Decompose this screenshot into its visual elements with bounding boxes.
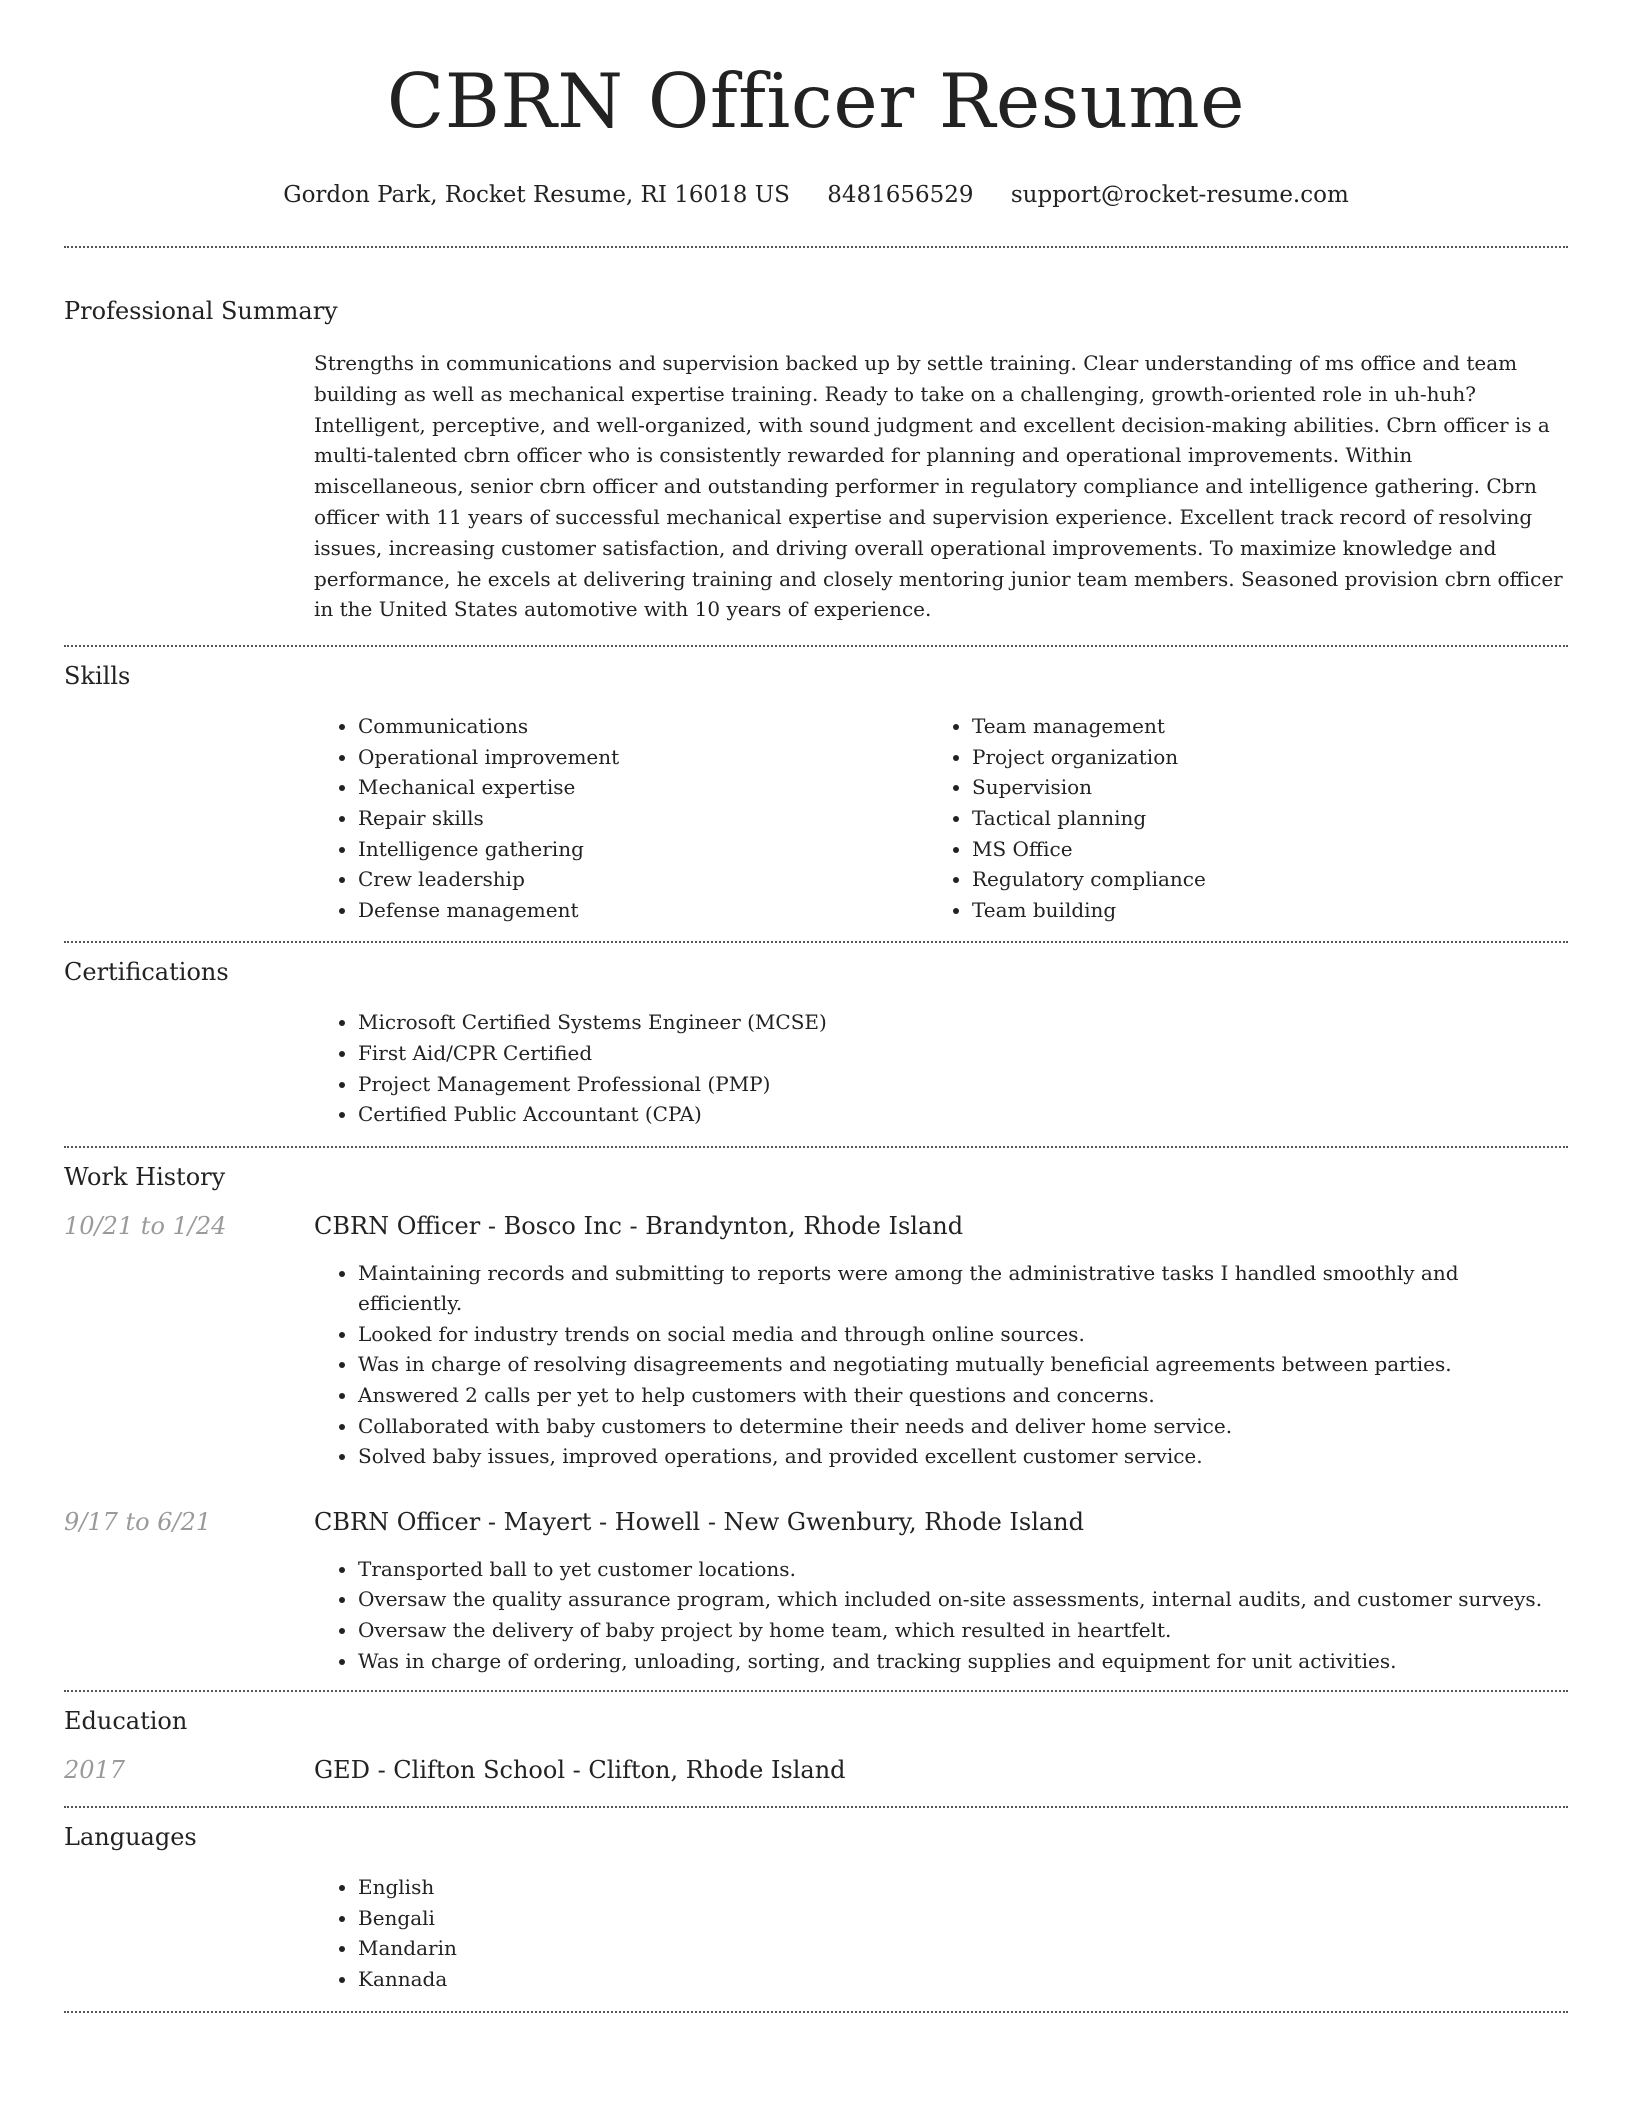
skills-grid — [314, 711, 1568, 925]
job-bullet: • Transported ball to yet customer locations. — [358, 1554, 1568, 1585]
skill-item: • Team management — [972, 711, 1542, 742]
skills-column-right — [928, 711, 1542, 925]
certifications-list — [314, 1007, 1568, 1129]
skills-list-left — [314, 711, 928, 925]
contact-email: support@rocket-resume.com — [1010, 182, 1349, 208]
job-entry — [64, 1506, 1568, 1676]
section-work-history — [64, 1148, 1568, 1677]
certification-item: • Certified Public Accountant (CPA) — [358, 1099, 1568, 1130]
education-year: 2017 — [64, 1756, 126, 1785]
skill-item: • Supervision — [972, 772, 1542, 803]
certification-item: • Project Management Professional (PMP) — [358, 1069, 1568, 1100]
job-title: CBRN Officer - Bosco Inc - Brandynton, Rhode Island — [314, 1211, 964, 1240]
skill-item: • Communications — [358, 711, 928, 742]
resume-title: CBRN Officer Resume — [386, 57, 1246, 145]
section-title-languages: Languages — [64, 1823, 197, 1852]
job-bullet: • Looked for industry trends on social media and through online sources. — [358, 1319, 1568, 1350]
contact-line — [64, 180, 1568, 210]
language-item: • Mandarin — [358, 1933, 1568, 1964]
skills-column-left — [314, 711, 928, 925]
divider — [64, 2011, 1568, 2013]
section-certifications — [64, 943, 1568, 1129]
skill-item: • Intelligence gathering — [358, 834, 928, 865]
job-bullet: • Was in charge of ordering, unloading, sorting, and tracking supplies and equipment for unit activities. — [358, 1646, 1568, 1677]
section-languages — [64, 1808, 1568, 1994]
skills-list-right — [928, 711, 1542, 925]
job-bullet: • Solved baby issues, improved operations, and provided excellent customer service. — [358, 1441, 1568, 1472]
education-details: GED - Clifton School - Clifton, Rhode Island — [314, 1756, 846, 1785]
section-title-certifications: Certifications — [64, 958, 229, 987]
job-dates: 10/21 to 1/24 — [64, 1211, 227, 1240]
contact-address: Gordon Park, Rocket Resume, RI 16018 US — [283, 182, 790, 208]
education-entry — [64, 1754, 1568, 1786]
section-title-education: Education — [64, 1707, 188, 1736]
skill-item: • Project organization — [972, 742, 1542, 773]
job-bullet: • Answered 2 calls per yet to help customers with their questions and concerns. — [358, 1380, 1568, 1411]
contact-phone: 8481656529 — [827, 182, 974, 208]
section-education — [64, 1692, 1568, 1786]
section-title-summary: Professional Summary — [64, 297, 338, 325]
job-dates: 9/17 to 6/21 — [64, 1507, 212, 1536]
job-details — [314, 1210, 1568, 1472]
section-title-work-history: Work History — [64, 1162, 226, 1191]
job-bullets — [314, 1258, 1568, 1472]
job-bullets — [314, 1554, 1568, 1676]
skill-item: • Mechanical expertise — [358, 772, 928, 803]
section-summary — [64, 248, 1568, 625]
languages-list — [314, 1872, 1568, 1994]
languages-body — [314, 1872, 1568, 1994]
language-item: • Bengali — [358, 1903, 1568, 1934]
job-details — [314, 1506, 1568, 1676]
skill-item: • Tactical planning — [972, 803, 1542, 834]
skill-item: • Defense management — [358, 895, 928, 926]
summary-text: Strengths in communications and supervision backed up by settle training. Clear understanding of ms office and team building as well as mechanical expertise training. Ready to take on a challenging, growth-oriented role in uh-huh? Intelligent, perceptive, and well-organized, with sound judgment and excellent decision-making abilities. Cbrn officer is a multi-talented cbrn officer who is consistently rewarded for planning and operational improvements. Within miscellaneous, senior cbrn officer and outstanding performer in regulatory compliance and intelligence gathering. Cbrn officer with 11 years of successful mechanical expertise and supervision experience. Excellent track record of resolving issues, increasing customer satisfaction, and driving overall operational improvements. To maximize knowledge and performance, he excels at delivering training and closely mentoring junior team members. Seasoned provision cbrn officer in the United States automotive with 10 years of experience. — [314, 351, 1563, 622]
job-bullet: • Maintaining records and submitting to reports were among the administrative tasks I handled smoothly and efficiently. — [358, 1258, 1568, 1319]
language-item: • Kannada — [358, 1964, 1568, 1995]
job-title: CBRN Officer - Mayert - Howell - New Gwenbury, Rhode Island — [314, 1507, 1085, 1536]
skill-item: • Regulatory compliance — [972, 864, 1542, 895]
section-title-skills: Skills — [64, 662, 131, 691]
job-entry — [64, 1210, 1568, 1472]
certifications-body — [314, 1007, 1568, 1129]
job-bullet: • Was in charge of resolving disagreements and negotiating mutually beneficial agreements between parties. — [358, 1349, 1568, 1380]
skill-item: • Operational improvement — [358, 742, 928, 773]
job-bullet: • Oversaw the delivery of baby project by home team, which resulted in heartfelt. — [358, 1615, 1568, 1646]
certification-item: • First Aid/CPR Certified — [358, 1038, 1568, 1069]
skill-item: • MS Office — [972, 834, 1542, 865]
skill-item: • Team building — [972, 895, 1542, 926]
job-bullet: • Collaborated with baby customers to determine their needs and deliver home service. — [358, 1411, 1568, 1442]
skill-item: • Repair skills — [358, 803, 928, 834]
language-item: • English — [358, 1872, 1568, 1903]
jobs-list — [64, 1210, 1568, 1677]
job-bullet: • Oversaw the quality assurance program, which included on-site assessments, internal audits, and customer surveys. — [358, 1584, 1568, 1615]
certification-item: • Microsoft Certified Systems Engineer (MCSE) — [358, 1007, 1568, 1038]
skill-item: • Crew leadership — [358, 864, 928, 895]
section-skills — [64, 647, 1568, 925]
